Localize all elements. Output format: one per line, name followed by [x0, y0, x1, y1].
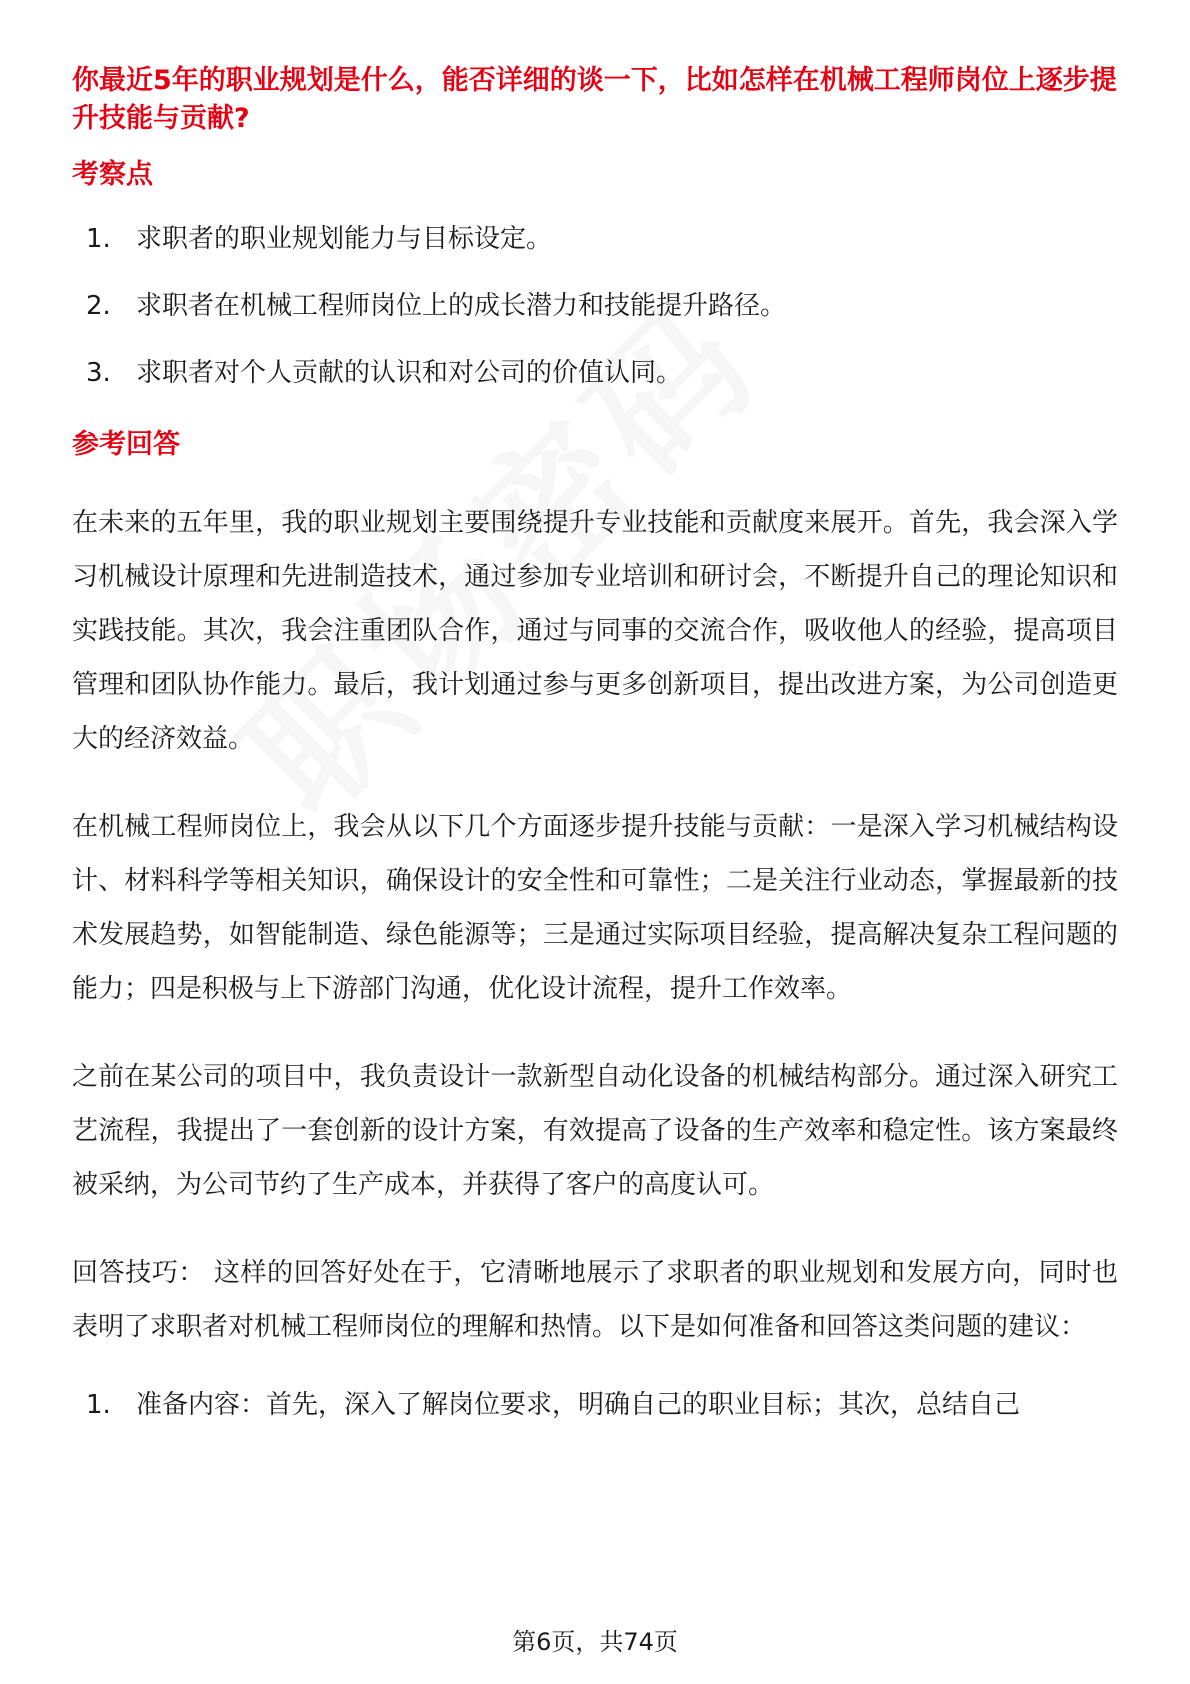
list-item — [72, 220, 1118, 258]
points-list — [72, 220, 1118, 392]
list-number: 1. — [86, 1390, 111, 1420]
list-text: 准备内容：首先，深入了解岗位要求，明确自己的职业目标；其次，总结自己 — [136, 1390, 1021, 1420]
list-item — [72, 287, 1118, 325]
tips-list — [72, 1386, 1118, 1424]
answer-paragraph: 之前在某公司的项目中，我负责设计一款新型自动化设备的机械结构部分。通过深入研究工艺流程，我提出了一套创新的设计方案，有效提高了设备的生产效率和稳定性。该方案最终被采纳，为公司节约了生产成本，并获得了客户的高度认可。 — [72, 1062, 1118, 1200]
answer-paragraph: 在机械工程师岗位上，我会从以下几个方面逐步提升技能与贡献：一是深入学习机械结构设计、材料科学等相关知识，确保设计的安全性和可靠性；二是关注行业动态，掌握最新的技术发展趋势，如智能制造、绿色能源等；三是通过实际项目经验，提高解决复杂工程问题的能力；四是积极与上下游部门沟通，优化设计流程，提升工作效率。 — [72, 812, 1118, 1004]
list-text: 求职者的职业规划能力与目标设定。 — [136, 224, 553, 254]
list-item — [72, 354, 1118, 392]
list-text: 求职者对个人贡献的认识和对公司的价值认同。 — [136, 358, 683, 388]
list-number: 1. — [86, 224, 111, 254]
list-number: 2. — [86, 291, 111, 321]
page-number: 第6页，共74页 — [512, 1628, 678, 1656]
answer-paragraph: 在未来的五年里，我的职业规划主要围绕提升专业技能和贡献度来展开。首先，我会深入学习机械设计原理和先进制造技术，通过参加专业培训和研讨会，不断提升自己的理论知识和实践技能。其次，我会注重团队合作，通过与同事的交流合作，吸收他人的经验，提高项目管理和团队协作能力。最后，我计划通过参与更多创新项目，提出改进方案，为公司创造更大的经济效益。 — [72, 508, 1118, 754]
list-item — [72, 1386, 1118, 1424]
tips-paragraph: 回答技巧： 这样的回答好处在于，它清晰地展示了求职者的职业规划和发展方向，同时也表明了求职者对机械工程师岗位的理解和热情。以下是如何准备和回答这类问题的建议： — [72, 1258, 1118, 1342]
list-number: 3. — [86, 358, 111, 388]
question-title: 你最近5年的职业规划是什么，能否详细的谈一下，比如怎样在机械工程师岗位上逐步提升技能与贡献? — [72, 65, 1117, 134]
answer-heading: 参考回答 — [72, 429, 180, 460]
points-heading: 考察点 — [72, 159, 153, 190]
list-text: 求职者在机械工程师岗位上的成长潜力和技能提升路径。 — [136, 291, 787, 321]
content — [72, 62, 1118, 1424]
